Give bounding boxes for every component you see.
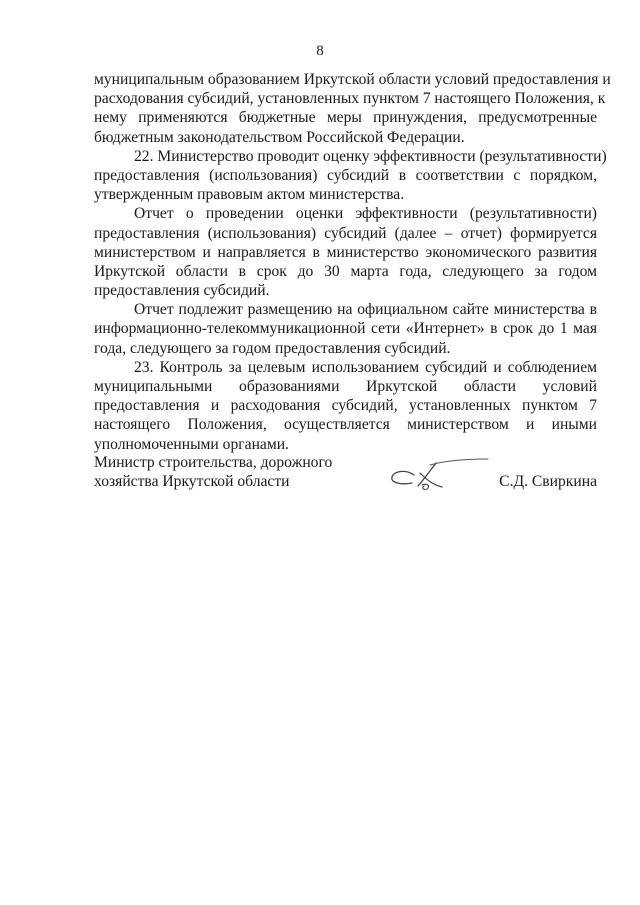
- body-line: информационно-телекоммуникационной сети «Интернет» в срок до 1 мая: [94, 320, 597, 338]
- body-line: бюджетным законодательством Российской Федерации.: [94, 128, 465, 146]
- body-line: 23. Контроль за целевым использованием субсидий и соблюдением: [134, 358, 597, 376]
- signatory-title: [94, 453, 354, 491]
- body-line: муниципальными образованиями Иркутской области условий: [94, 378, 597, 395]
- body-line: предоставления (использования) субсидий (далее – отчет) формируется: [94, 224, 597, 242]
- body-line: уполномоченными органами.: [94, 435, 289, 453]
- body-line: расходования субсидий, установленных пунктом 7 настоящего Положения, к: [94, 90, 606, 108]
- document-body: [94, 70, 611, 454]
- body-line: предоставления (использования) субсидий в соответствии с порядком,: [94, 166, 597, 184]
- body-line: предоставления и расходования субсидий, установленных пунктом 7: [94, 397, 597, 415]
- signatory-name: С.Д. Свиркина: [499, 473, 597, 490]
- signatory-title-line-2: хозяйства Иркутской области: [94, 473, 290, 491]
- body-line: 22. Министерство проводит оценку эффективности (результативности): [134, 147, 607, 165]
- body-line: года, следующего за годом предоставления субсидий.: [94, 339, 451, 357]
- body-line: утвержденным правовым актом министерства.: [94, 186, 405, 204]
- body-line: Отчет подлежит размещению на официальном сайте министерства в: [134, 301, 597, 319]
- body-line: настоящего Положения, осуществляется министерством и иными: [94, 416, 597, 434]
- signature-block: [94, 453, 597, 503]
- handwritten-signature: [384, 453, 504, 495]
- body-line: министерством и направляется в министерство экономического развития: [94, 243, 597, 261]
- body-line: муниципальным образованием Иркутской области условий предоставления и: [94, 71, 611, 88]
- page-number: 8: [316, 43, 324, 59]
- body-line: нему применяются бюджетные меры принуждения, предусмотренные: [94, 109, 597, 127]
- signatory-title-line-1: Министр строительства, дорожного: [94, 454, 333, 471]
- body-line: Отчет о проведении оценки эффективности (результативности): [134, 205, 597, 223]
- body-line: предоставления субсидий.: [94, 282, 270, 300]
- body-line: Иркутской области в срок до 30 марта года, следующего за годом: [94, 262, 597, 280]
